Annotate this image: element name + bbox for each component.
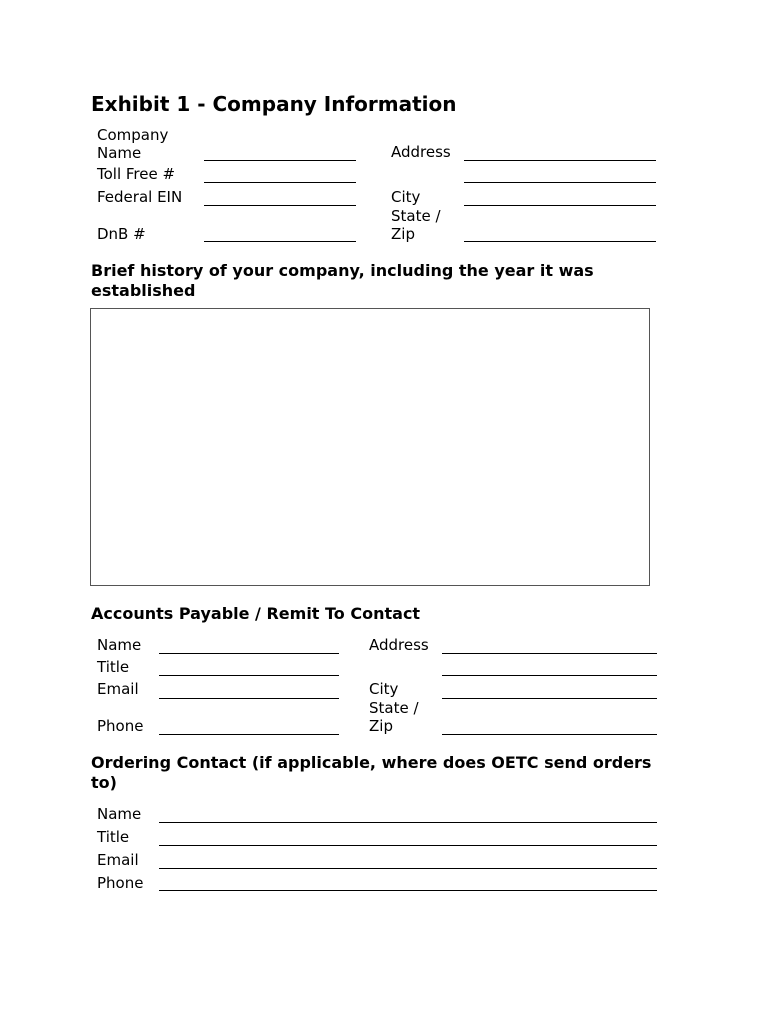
federal-ein-label: Federal EIN [97, 188, 183, 206]
ap-email-field[interactable] [159, 698, 339, 699]
ap-title-label: Title [97, 658, 130, 676]
company-name-label: Company Name [97, 126, 169, 162]
address-field-line2[interactable] [464, 182, 656, 183]
company-name-field[interactable] [204, 160, 356, 161]
state-zip-label: State / Zip [391, 207, 441, 243]
page-title: Exhibit 1 - Company Information [91, 92, 457, 116]
ap-phone-field[interactable] [159, 734, 339, 735]
ordering-contact-heading: Ordering Contact (if applicable, where does OETC send orders to) [91, 753, 652, 792]
ap-state-zip-label: State / Zip [369, 699, 419, 735]
dnb-field[interactable] [204, 241, 356, 242]
ap-name-field[interactable] [159, 653, 339, 654]
ap-city-label: City [369, 680, 399, 698]
address-field-line1[interactable] [464, 160, 656, 161]
city-label: City [391, 188, 421, 206]
ap-state-zip-field[interactable] [442, 734, 657, 735]
ap-city-field[interactable] [442, 698, 657, 699]
ap-address-field-line1[interactable] [442, 653, 657, 654]
oc-title-label: Title [97, 828, 130, 846]
toll-free-field[interactable] [204, 182, 356, 183]
dnb-label: DnB # [97, 225, 146, 243]
address-label: Address [391, 143, 451, 161]
oc-phone-field[interactable] [159, 890, 657, 891]
history-textarea[interactable] [90, 308, 650, 586]
city-field[interactable] [464, 205, 656, 206]
toll-free-label: Toll Free # [97, 165, 176, 183]
oc-phone-label: Phone [97, 874, 144, 892]
ap-name-label: Name [97, 636, 142, 654]
ap-title-field[interactable] [159, 675, 339, 676]
ap-address-label: Address [369, 636, 429, 654]
ap-email-label: Email [97, 680, 139, 698]
history-heading: Brief history of your company, including the year it was established [91, 261, 594, 300]
federal-ein-field[interactable] [204, 205, 356, 206]
oc-email-label: Email [97, 851, 139, 869]
oc-name-label: Name [97, 805, 142, 823]
accounts-payable-heading: Accounts Payable / Remit To Contact [91, 604, 421, 623]
ap-address-field-line2[interactable] [442, 675, 657, 676]
oc-name-field[interactable] [159, 822, 657, 823]
state-zip-field[interactable] [464, 241, 656, 242]
oc-title-field[interactable] [159, 845, 657, 846]
oc-email-field[interactable] [159, 868, 657, 869]
ap-phone-label: Phone [97, 717, 144, 735]
